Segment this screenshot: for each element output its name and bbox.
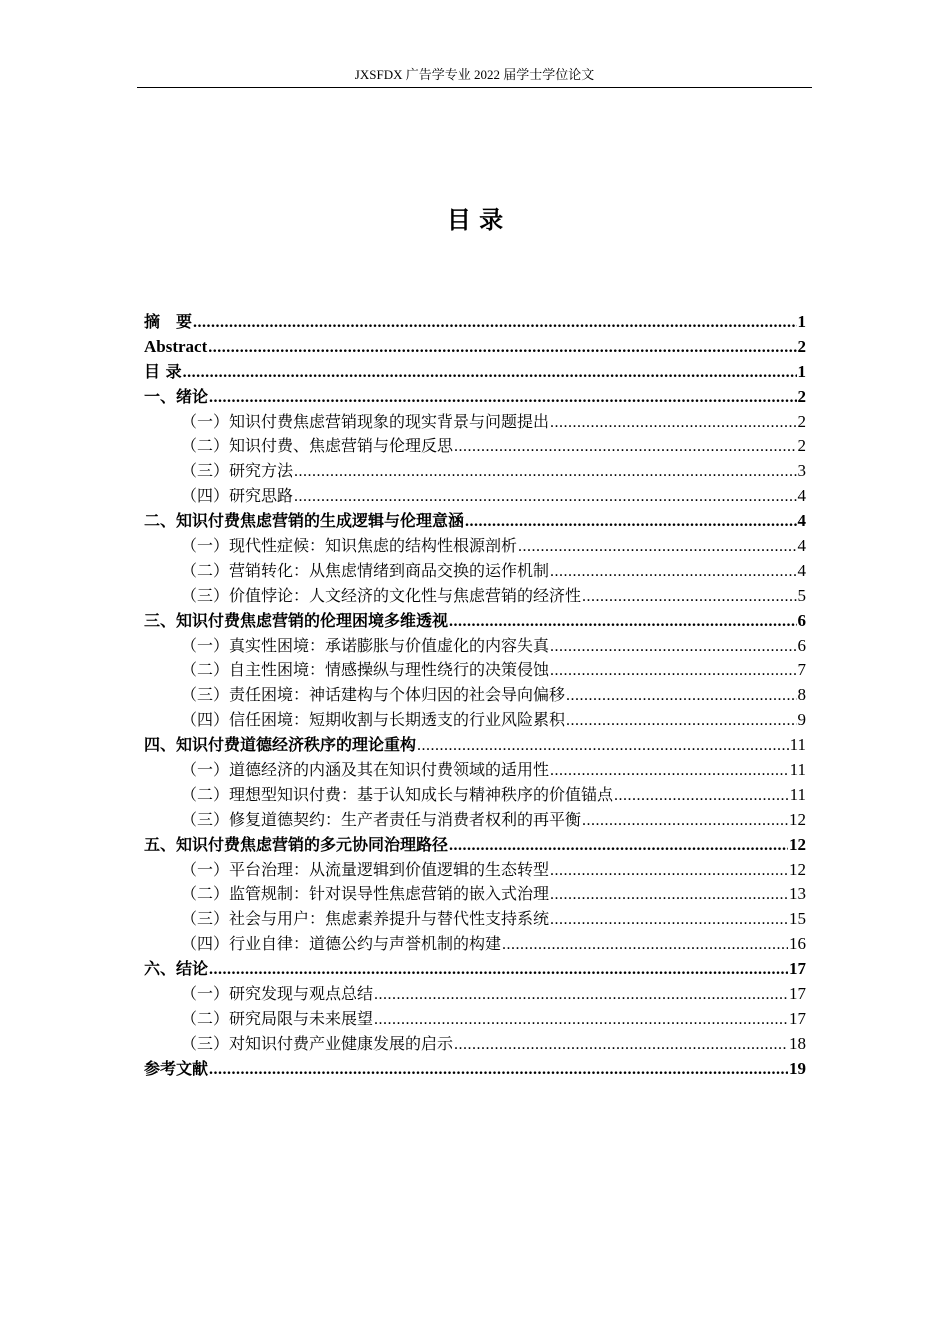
toc-page-number: 17	[789, 959, 806, 979]
toc-leader-dots	[183, 361, 797, 386]
toc-entry[interactable]	[144, 882, 806, 907]
toc-entry-title: （三）责任困境：神话建构与个体归因的社会导向偏移	[181, 685, 566, 705]
running-header	[137, 66, 812, 88]
toc-entry-title: （三）研究方法	[181, 461, 294, 481]
toc-leader-dots	[208, 336, 796, 361]
toc-leader-dots	[582, 585, 796, 610]
toc-entry-title: （一）真实性困境：承诺膨胀与价值虚化的内容失真	[181, 635, 550, 655]
toc-leader-dots	[550, 560, 796, 585]
toc-entry[interactable]	[144, 858, 806, 883]
toc-entry-title: （一）道德经济的内涵及其在知识付费领域的适用性	[181, 760, 550, 780]
toc-entry[interactable]	[144, 634, 806, 659]
toc-page-number: 4	[797, 511, 806, 531]
toc-entry[interactable]	[144, 833, 806, 858]
toc-entry[interactable]	[144, 310, 806, 335]
toc-entry[interactable]	[144, 559, 806, 584]
toc-entry[interactable]	[144, 907, 806, 932]
toc-entry-title: （一）知识付费焦虑营销现象的现实背景与问题提出	[181, 411, 550, 431]
toc-page-number: 5	[797, 585, 806, 605]
toc-entry[interactable]	[144, 733, 806, 758]
toc-leader-dots	[502, 933, 788, 958]
toc-page-number: 6	[797, 635, 806, 655]
toc-entry-title: 摘 要	[144, 312, 193, 331]
toc-entry[interactable]	[144, 534, 806, 559]
toc-page-number: 4	[797, 486, 806, 506]
toc-page-number: 1	[797, 361, 806, 381]
toc-page-number: 16	[789, 934, 806, 954]
toc-entry-title: Abstract	[144, 336, 208, 356]
toc-entry-title: （二）自主性困境：情感操纵与理性绕行的决策侵蚀	[181, 660, 550, 680]
toc-entry[interactable]	[144, 1007, 806, 1032]
toc-leader-dots	[209, 386, 796, 411]
toc-entry[interactable]	[144, 658, 806, 683]
toc-entry-title: （二）营销转化：从焦虑情绪到商品交换的运作机制	[181, 560, 550, 580]
toc-page-number: 2	[797, 436, 806, 456]
toc-leader-dots	[209, 1058, 788, 1083]
toc-leader-dots	[449, 610, 796, 635]
toc-entry-title: 五、知识付费焦虑营销的多元协同治理路径	[144, 834, 449, 854]
toc-page-number: 11	[789, 735, 806, 755]
toc-page-number: 3	[797, 461, 806, 481]
toc-entry[interactable]	[144, 783, 806, 808]
toc-leader-dots	[582, 809, 788, 834]
toc-entry-title: （一）现代性症候：知识焦虑的结构性根源剖析	[181, 536, 518, 556]
toc-leader-dots	[193, 311, 796, 336]
toc-entry[interactable]	[144, 434, 806, 459]
toc-page-number: 6	[797, 610, 806, 630]
table-of-contents	[144, 310, 806, 1082]
toc-entry[interactable]	[144, 335, 806, 360]
toc-entry[interactable]	[144, 459, 806, 484]
toc-leader-dots	[449, 834, 788, 859]
toc-leader-dots	[566, 684, 796, 709]
toc-entry[interactable]	[144, 982, 806, 1007]
toc-entry-title: （四）研究思路	[181, 486, 294, 506]
toc-entry-title: （二）监管规制：针对误导性焦虑营销的嵌入式治理	[181, 884, 550, 904]
toc-entry[interactable]	[144, 509, 806, 534]
toc-page-number: 13	[789, 884, 806, 904]
toc-entry-title: （三）社会与用户：焦虑素养提升与替代性支持系统	[181, 909, 550, 929]
toc-entry[interactable]	[144, 360, 806, 385]
toc-entry[interactable]	[144, 758, 806, 783]
toc-leader-dots	[209, 958, 788, 983]
toc-page-number: 17	[789, 1008, 806, 1028]
toc-entry[interactable]	[144, 609, 806, 634]
toc-leader-dots	[550, 635, 796, 660]
toc-entry[interactable]	[144, 385, 806, 410]
toc-page-number: 11	[789, 760, 806, 780]
toc-page-number: 7	[797, 660, 806, 680]
running-header-text: JXSFDX 广告学专业 2022 届学士学位论文	[354, 67, 595, 82]
toc-leader-dots	[550, 411, 796, 436]
toc-page-number: 4	[797, 560, 806, 580]
toc-entry-title: （二）研究局限与未来展望	[181, 1008, 374, 1028]
toc-page-number: 17	[789, 984, 806, 1004]
toc-page-number: 2	[797, 386, 806, 406]
toc-entry-title: （二）知识付费、焦虑营销与伦理反思	[181, 436, 454, 456]
toc-page-number: 12	[789, 834, 806, 854]
toc-leader-dots	[454, 435, 796, 460]
toc-entry-title: （二）理想型知识付费：基于认知成长与精神秩序的价值锚点	[181, 784, 614, 804]
toc-entry[interactable]	[144, 957, 806, 982]
toc-entry-title: 六、结论	[144, 959, 209, 979]
toc-entry-title: （四）行业自律：道德公约与声誉机制的构建	[181, 934, 502, 954]
toc-leader-dots	[550, 908, 788, 933]
toc-leader-dots	[550, 659, 796, 684]
toc-leader-dots	[614, 784, 789, 809]
toc-entry[interactable]	[144, 584, 806, 609]
toc-entry-title: （三）价值悖论：人文经济的文化性与焦虑营销的经济性	[181, 585, 582, 605]
toc-entry-title: （一）研究发现与观点总结	[181, 984, 374, 1004]
toc-page-number: 8	[797, 685, 806, 705]
toc-leader-dots	[550, 759, 789, 784]
toc-leader-dots	[374, 983, 788, 1008]
toc-entry-title: （一）平台治理：从流量逻辑到价值逻辑的生态转型	[181, 859, 550, 879]
toc-entry[interactable]	[144, 808, 806, 833]
toc-page-number: 18	[789, 1033, 806, 1053]
toc-entry[interactable]	[144, 410, 806, 435]
toc-entry[interactable]	[144, 1057, 806, 1082]
toc-entry[interactable]	[144, 932, 806, 957]
toc-leader-dots	[417, 734, 789, 759]
toc-page-number: 4	[797, 536, 806, 556]
toc-page-number: 12	[789, 859, 806, 879]
toc-leader-dots	[374, 1008, 788, 1033]
toc-page-number: 2	[797, 411, 806, 431]
toc-entry-title: 三、知识付费焦虑营销的伦理困境多维透视	[144, 610, 449, 630]
toc-page-number: 2	[797, 336, 806, 356]
toc-entry[interactable]	[144, 484, 806, 509]
toc-entry-title: 参考文献	[144, 1058, 209, 1078]
toc-entry[interactable]	[144, 683, 806, 708]
toc-leader-dots	[550, 859, 788, 884]
toc-leader-dots	[294, 485, 796, 510]
page-title: 目 录	[446, 205, 504, 234]
toc-page-number: 9	[797, 710, 806, 730]
toc-entry-title: （三）修复道德契约：生产者责任与消费者权利的再平衡	[181, 809, 582, 829]
toc-leader-dots	[566, 709, 796, 734]
toc-entry-title: 目 录	[144, 361, 182, 381]
toc-entry-title: （四）信任困境：短期收割与长期透支的行业风险累积	[181, 710, 566, 730]
toc-leader-dots	[465, 510, 796, 535]
toc-page-number: 1	[797, 312, 806, 331]
toc-entry-title: （三）对知识付费产业健康发展的启示	[181, 1033, 454, 1053]
toc-entry-title: 四、知识付费道德经济秩序的理论重构	[144, 735, 417, 755]
toc-entry-title: 一、绪论	[144, 386, 209, 406]
toc-entry-title: 二、知识付费焦虑营销的生成逻辑与伦理意涵	[144, 511, 465, 531]
toc-page-number: 15	[789, 909, 806, 929]
toc-leader-dots	[550, 883, 788, 908]
toc-page-number: 19	[789, 1058, 806, 1078]
toc-entry[interactable]	[144, 1032, 806, 1057]
toc-leader-dots	[454, 1033, 788, 1058]
toc-entry[interactable]	[144, 708, 806, 733]
toc-page-number: 11	[789, 784, 806, 804]
toc-leader-dots	[294, 460, 796, 485]
toc-leader-dots	[518, 535, 796, 560]
toc-page-number: 12	[789, 809, 806, 829]
